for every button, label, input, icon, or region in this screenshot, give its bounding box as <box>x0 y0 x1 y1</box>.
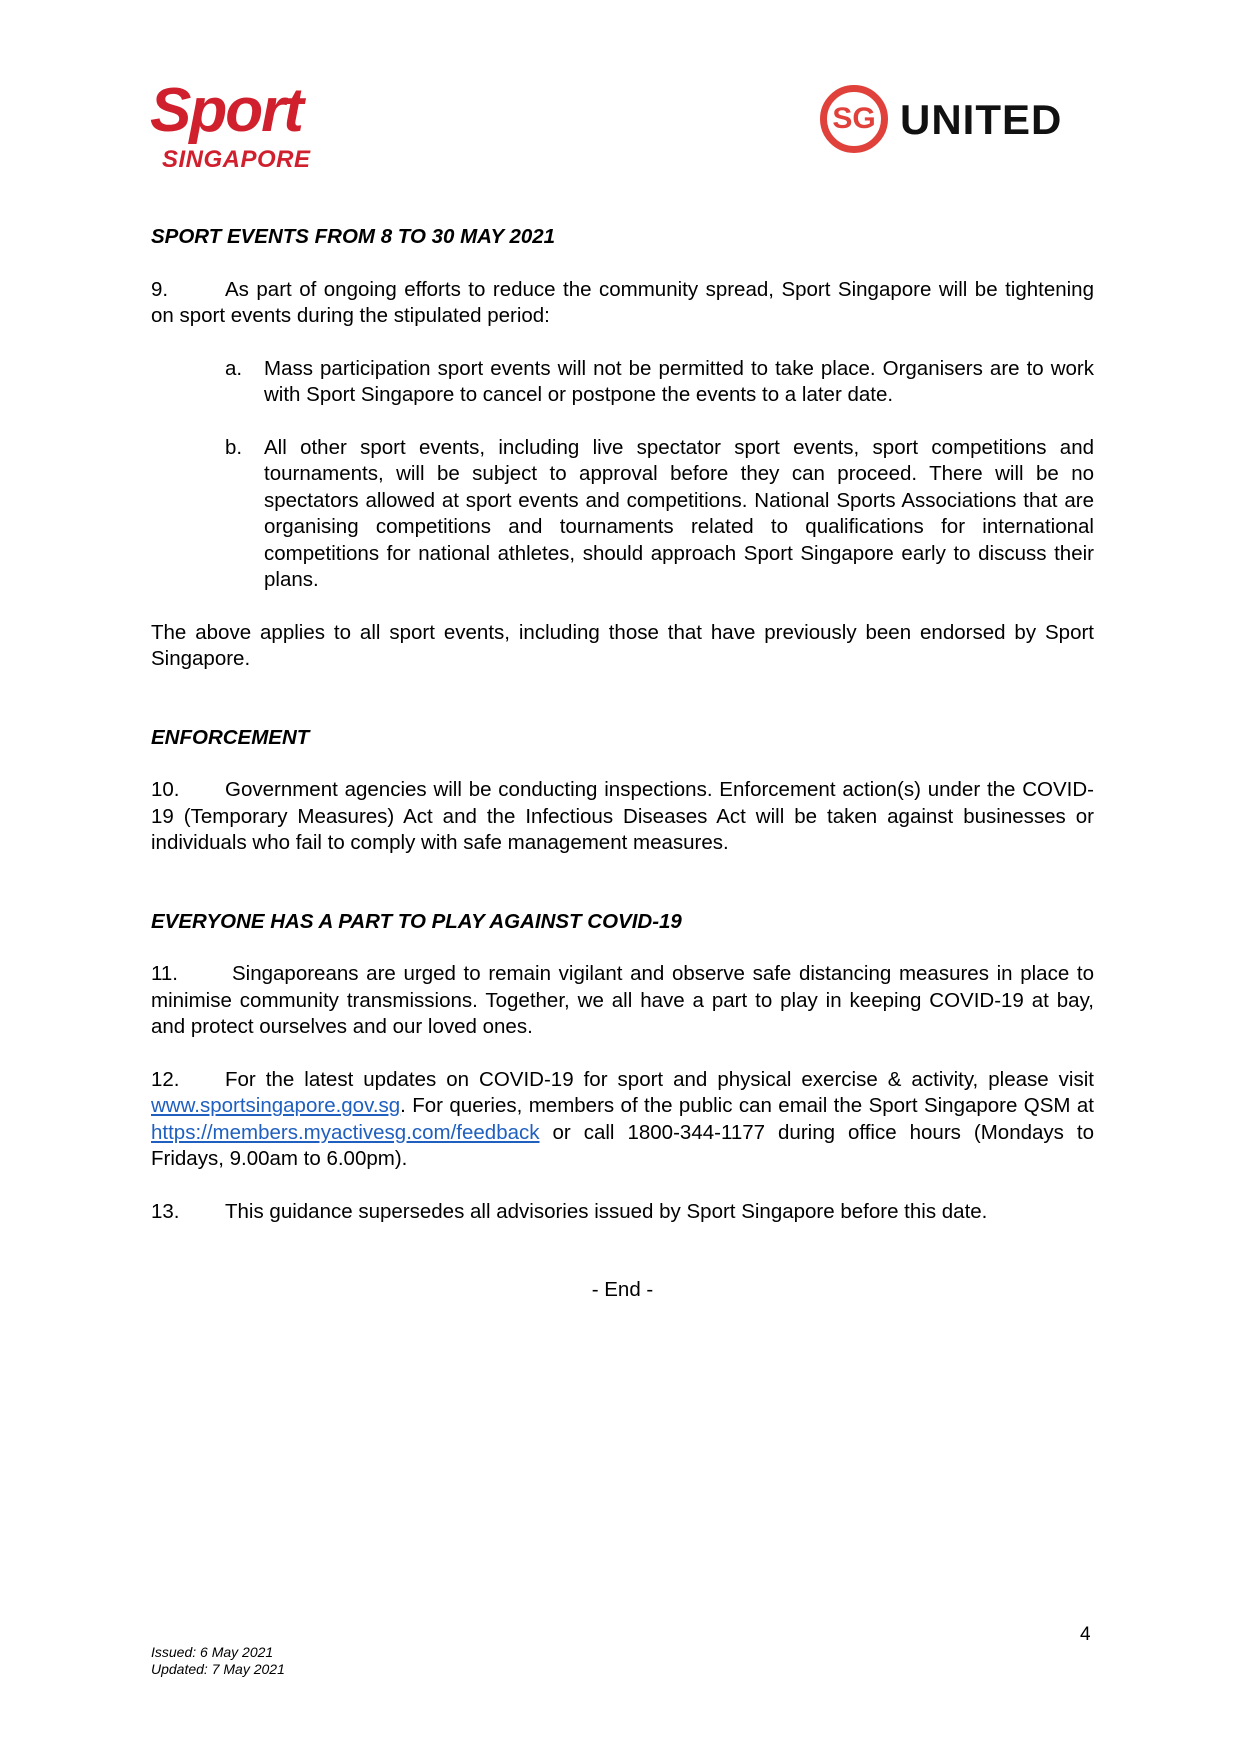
paragraph-number: 11. <box>151 962 178 985</box>
sg-united-wordmark: UNITED <box>900 96 1063 143</box>
paragraph-11 <box>151 961 1094 1041</box>
list-item-label: b. <box>225 435 243 459</box>
paragraph-text: . For queries, members of the public can email the Sport Singapore QSM at <box>400 1094 1094 1117</box>
list-item-a <box>151 356 1094 409</box>
list-item-text: All other sport events, including live spectator sport events, sport competitions and tournaments, will be subject to approval before they can proceed. There will be no spectators allowed at sport events and competitions. National Sports Associations that are organising competitions and tournaments related to qualifications for international competitions for national athletes, should approach Sport Singapore early to discuss their plans. <box>264 435 1094 591</box>
paragraph-number: 12. <box>151 1067 180 1091</box>
paragraph-text: As part of ongoing efforts to reduce the community spread, Sport Singapore will be tightening on sport events during the stipulated period: <box>151 277 1094 327</box>
section-heading-everyone: EVERYONE HAS A PART TO PLAY AGAINST COVID-19 <box>151 909 682 933</box>
paragraph-number: 13. <box>151 1199 180 1223</box>
section-heading-enforcement: ENFORCEMENT <box>151 725 310 749</box>
paragraph-number: 10. <box>151 778 180 801</box>
list-item-text: Mass participation sport events will not be permitted to take place. Organisers are to work with Sport Singapore to cancel or postpone the events to a later date. <box>264 356 1094 406</box>
paragraph-text: Government agencies will be conducting inspections. Enforcement action(s) under the COVID-19 (Temporary Measures) Act and the Infectious Diseases Act will be taken against businesses or individuals who fail to comply with safe management measures. <box>151 778 1094 854</box>
paragraph-10 <box>151 777 1094 857</box>
closing-paragraph: The above applies to all sport events, including those that have previously been endorsed by Sport Singapore. <box>151 620 1094 670</box>
paragraph-number: 9. <box>151 277 169 301</box>
paragraph-text: or call 1800-344-1177 during office hours (Mondays to Fridays, 9.00am to 6.00pm). <box>151 1120 1094 1170</box>
sport-logo-wordmark: Sport <box>150 76 302 145</box>
paragraph-text: For the latest updates on COVID-19 for sport and physical exercise & activity, please visit <box>225 1067 1094 1091</box>
sg-badge-text: SG <box>832 102 876 135</box>
sport-singapore-logo <box>150 76 340 175</box>
updated-date: Updated: 7 May 2021 <box>151 1661 285 1677</box>
page-number: 4 <box>1080 1624 1091 1645</box>
sportsingapore-link[interactable]: www.sportsingapore.gov.sg <box>151 1094 401 1117</box>
feedback-link[interactable]: https://members.myactivesg.com/feedback <box>151 1120 540 1144</box>
paragraph-12 <box>151 1067 1094 1173</box>
end-marker: - End - <box>591 1278 654 1301</box>
list-item-label: a. <box>225 356 243 380</box>
sg-united-logo <box>820 85 1090 165</box>
sport-logo-subword: SINGAPORE <box>162 146 311 173</box>
paragraph-13 <box>151 1199 1094 1226</box>
issued-date: Issued: 6 May 2021 <box>151 1644 274 1660</box>
paragraph-text: This guidance supersedes all advisories issued by Sport Singapore before this date. <box>225 1199 988 1223</box>
paragraph-9 <box>151 277 1094 330</box>
document-body <box>151 224 1094 1304</box>
section-heading-sport-events: SPORT EVENTS FROM 8 TO 30 MAY 2021 <box>151 225 556 248</box>
list-item-b <box>151 435 1094 594</box>
paragraph-text: Singaporeans are urged to remain vigilant and observe safe distancing measures in place to minimise community transmissions. Together, we all have a part to play in keeping COVID-19 at bay, and protect ourselves and our loved ones. <box>151 962 1094 1038</box>
footer-dates <box>151 1644 285 1678</box>
